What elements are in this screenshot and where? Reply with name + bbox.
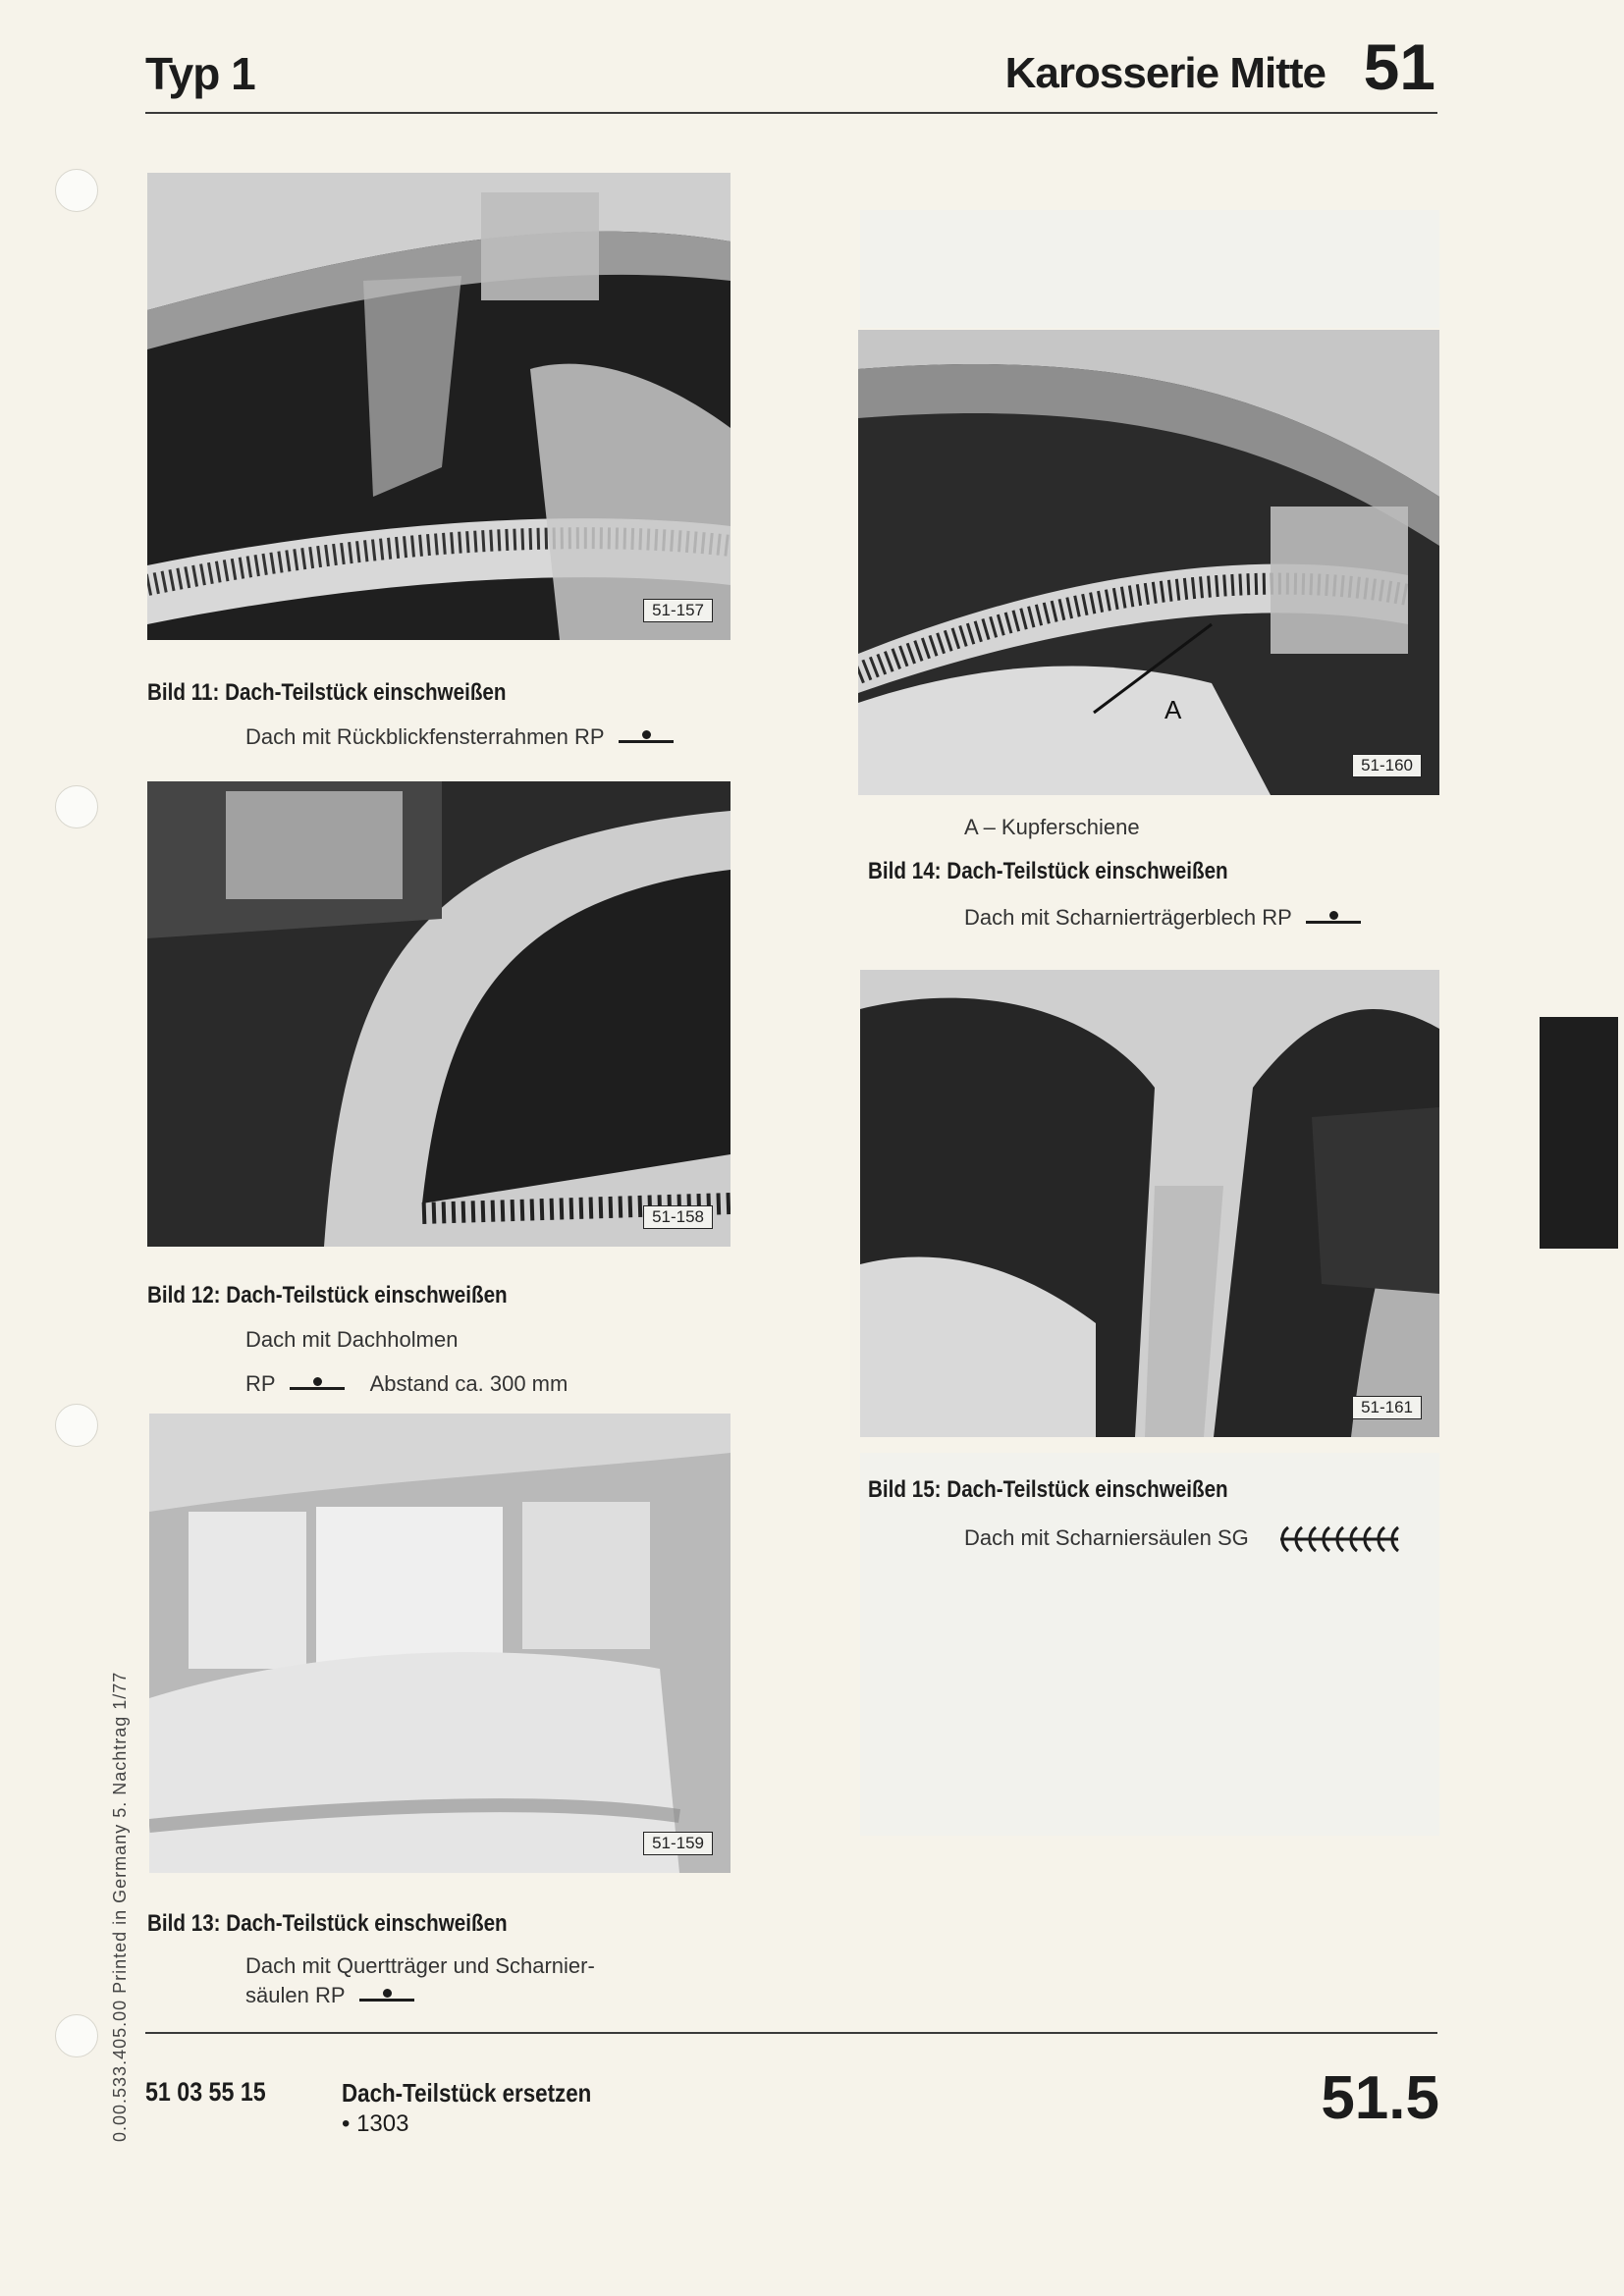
binder-hole [55,169,98,212]
photo-bild-13-art [149,1414,731,1873]
type-label: Typ 1 [145,48,255,99]
caption-bild-14 [868,858,1228,885]
caption-label: Bild 15: [868,1476,942,1503]
caption-line: Dach mit Quertträger und Scharnier- [245,1953,595,1978]
photo-id-tag: 51-158 [643,1205,713,1229]
photo-id-tag: 51-159 [643,1832,713,1855]
footer-rule [145,2032,1437,2034]
footer-model: • 1303 [342,2110,409,2137]
photo-bild-14 [858,330,1439,795]
caption-label: Bild 12: [147,1282,221,1308]
photo-id-tag: 51-161 [1352,1396,1422,1419]
show-through [860,1453,1439,1836]
section-edge-tab [1540,1017,1618,1249]
caption-line [964,905,1361,931]
footer-title: Dach-Teilstück ersetzen [342,2078,592,2108]
page-number: 51.5 [1321,2064,1439,2132]
caption-title: Dach-Teilstück einschweißen [225,679,507,706]
section-title: Karosserie Mitte [1004,49,1326,97]
binder-hole [55,2014,98,2057]
photo-bild-13 [149,1414,731,1873]
photo-bild-15 [860,970,1439,1437]
caption-line [245,724,674,750]
caption-line [964,1522,1400,1557]
photo-bild-11-art [147,173,731,640]
photo-id-tag: 51-160 [1352,754,1422,777]
photo-bild-12 [147,781,731,1247]
caption-title: Dach-Teilstück einschweißen [947,1476,1228,1503]
caption-line [245,1371,568,1397]
caption-line: Dach mit Dachholmen [245,1327,459,1352]
photo-bild-11 [147,173,731,640]
caption-text: Dach mit Scharniersäulen SG [964,1524,1249,1550]
photo-bild-14-art [858,330,1439,795]
header-rule [145,112,1437,114]
marker-a: A [1164,695,1182,724]
spot-weld-symbol [359,1989,414,2004]
caption-line [245,1983,414,2008]
caption-bild-13 [147,1910,508,1938]
section-number: 51 [1363,30,1435,103]
caption-title: Dach-Teilstück einschweißen [226,1910,508,1937]
binder-hole [55,1404,98,1447]
spot-weld-symbol [1306,911,1361,927]
caption-text: Dach mit Scharnierträgerblech RP [964,905,1292,930]
photo-id-tag: 51-157 [643,599,713,622]
show-through [860,210,1439,328]
caption-label: Bild 14: [868,858,942,884]
caption-bild-15 [868,1476,1228,1504]
caption-text: säulen RP [245,1983,346,2007]
caption-label: Bild 11: [147,679,220,706]
photo-bild-12-art [147,781,731,1247]
caption-bild-12 [147,1282,508,1309]
photo-bild-15-art [860,970,1439,1437]
caption-title: Dach-Teilstück einschweißen [226,1282,508,1308]
binder-hole [55,785,98,828]
caption-title: Dach-Teilstück einschweißen [947,858,1228,884]
caption-text: Dach mit Rückblickfensterrahmen RP [245,724,605,749]
shielding-gas-weld-symbol [1278,1522,1400,1557]
caption-text: RP [245,1371,276,1396]
caption-label: Bild 13: [147,1910,221,1937]
spot-weld-symbol [290,1377,345,1393]
caption-bild-11 [147,679,507,707]
footer-code: 51 03 55 15 [145,2077,266,2107]
spot-weld-symbol [619,730,674,746]
caption-text: Abstand ca. 300 mm [369,1371,568,1396]
print-note: 0.00.533.405.00 Printed in Germany 5. Nachtrag 1/77 [110,1671,130,2142]
legend-kupferschiene: A – Kupferschiene [964,815,1140,839]
